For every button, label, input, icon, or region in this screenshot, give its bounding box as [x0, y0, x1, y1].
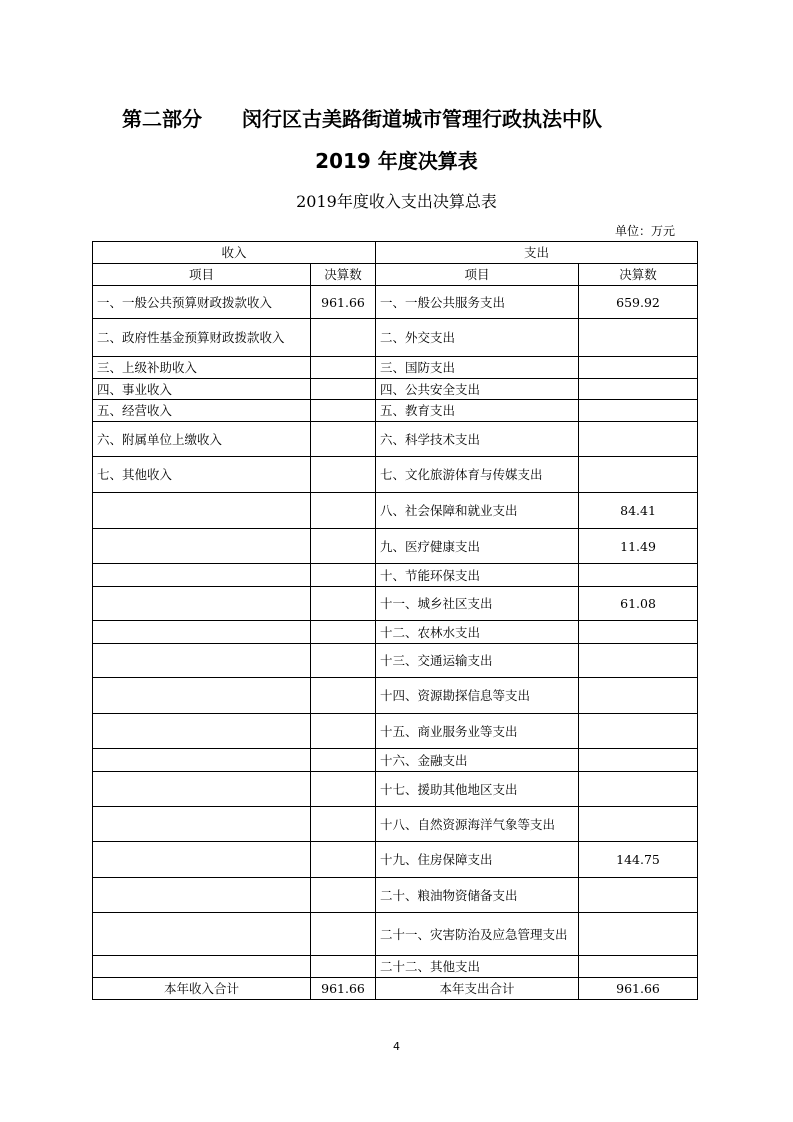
- table-row: [93, 379, 698, 400]
- expense-item: 十八、自然资源海洋气象等支出: [376, 807, 579, 842]
- expense-item: 十、节能环保支出: [376, 564, 579, 587]
- table-row: [93, 319, 698, 357]
- table-row: [93, 357, 698, 379]
- expense-item: 十一、城乡社区支出: [376, 587, 579, 621]
- income-item: [93, 807, 311, 842]
- expense-amount: [579, 772, 698, 807]
- expense-item-col-header: 项目: [376, 264, 579, 286]
- expense-amount: 659.92: [579, 286, 698, 319]
- income-item: 四、事业收入: [93, 379, 311, 400]
- income-item: [93, 493, 311, 529]
- table-row: [93, 621, 698, 644]
- income-item: [93, 644, 311, 678]
- income-amount: [311, 842, 376, 878]
- expense-amount: [579, 878, 698, 913]
- table-row: [93, 842, 698, 878]
- income-amount: [311, 564, 376, 587]
- expense-item: 七、文化旅游体育与传媒支出: [376, 457, 579, 493]
- income-item: [93, 714, 311, 749]
- income-amount: [311, 749, 376, 772]
- unit-label: 单位：万元: [614, 224, 675, 238]
- expense-amount: [579, 913, 698, 956]
- expense-item: 十七、援助其他地区支出: [376, 772, 579, 807]
- expense-total-label: 本年支出合计: [376, 978, 579, 1000]
- table-row: [93, 913, 698, 956]
- expense-item: 一、一般公共服务支出: [376, 286, 579, 319]
- table-row: [93, 878, 698, 913]
- expense-amount: [579, 714, 698, 749]
- expense-item: 三、国防支出: [376, 357, 579, 379]
- expense-item: 二十、粮油物资储备支出: [376, 878, 579, 913]
- budget-table: [92, 241, 698, 1000]
- expense-item: 六、科学技术支出: [376, 422, 579, 457]
- income-amount: [311, 878, 376, 913]
- expense-amount: [579, 621, 698, 644]
- income-amount: [311, 319, 376, 357]
- income-item: 六、附属单位上缴收入: [93, 422, 311, 457]
- expense-amount-col-header: 决算数: [579, 264, 698, 286]
- income-amount: [311, 357, 376, 379]
- expense-amount: [579, 644, 698, 678]
- income-item: [93, 772, 311, 807]
- table-row: [93, 564, 698, 587]
- table-row: [93, 714, 698, 749]
- income-item: [93, 842, 311, 878]
- income-amount: [311, 400, 376, 422]
- table-row: [93, 956, 698, 978]
- income-amount: [311, 956, 376, 978]
- table-title: 2019年度收入支出决算总表: [296, 192, 497, 211]
- expense-amount: 61.08: [579, 587, 698, 621]
- expense-item: 四、公共安全支出: [376, 379, 579, 400]
- expense-total-amount: 961.66: [579, 978, 698, 1000]
- table-row: [93, 772, 698, 807]
- expense-amount: [579, 379, 698, 400]
- income-item: 一、一般公共预算财政拨款收入: [93, 286, 311, 319]
- section-header-row: [93, 242, 698, 264]
- table-row: [93, 457, 698, 493]
- income-amount: [311, 714, 376, 749]
- expense-item: 八、社会保障和就业支出: [376, 493, 579, 529]
- expense-amount: [579, 457, 698, 493]
- income-item: [93, 678, 311, 714]
- income-amount: [311, 807, 376, 842]
- income-amount: [311, 772, 376, 807]
- expense-amount: [579, 357, 698, 379]
- income-amount: [311, 529, 376, 564]
- income-amount: [311, 678, 376, 714]
- table-row: [93, 286, 698, 319]
- income-total-label: 本年收入合计: [93, 978, 311, 1000]
- income-amount-col-header: 决算数: [311, 264, 376, 286]
- expense-amount: [579, 807, 698, 842]
- income-item: 七、其他收入: [93, 457, 311, 493]
- income-amount: [311, 587, 376, 621]
- column-header-row: [93, 264, 698, 286]
- income-amount: [311, 422, 376, 457]
- table-row: [93, 400, 698, 422]
- income-item: [93, 913, 311, 956]
- expense-item: 五、教育支出: [376, 400, 579, 422]
- expense-amount: [579, 422, 698, 457]
- expense-amount: [579, 564, 698, 587]
- table-row: [93, 749, 698, 772]
- expense-item: 十九、住房保障支出: [376, 842, 579, 878]
- table-row: [93, 493, 698, 529]
- expense-item: 二十一、灾害防治及应急管理支出: [376, 913, 579, 956]
- income-header: 收入: [93, 242, 376, 264]
- income-amount: [311, 379, 376, 400]
- income-item: [93, 621, 311, 644]
- expense-amount: [579, 400, 698, 422]
- income-item: 三、上级补助收入: [93, 357, 311, 379]
- expense-amount: [579, 956, 698, 978]
- expense-amount: 84.41: [579, 493, 698, 529]
- income-item: [93, 749, 311, 772]
- income-item: 五、经营收入: [93, 400, 311, 422]
- income-amount: [311, 621, 376, 644]
- year-title: 2019 年度决算表: [315, 149, 478, 173]
- expense-header: 支出: [376, 242, 698, 264]
- table-row: [93, 529, 698, 564]
- expense-item: 十五、商业服务业等支出: [376, 714, 579, 749]
- table-row: [93, 807, 698, 842]
- expense-item: 二十二、其他支出: [376, 956, 579, 978]
- income-total-amount: 961.66: [311, 978, 376, 1000]
- income-amount: [311, 644, 376, 678]
- table-row: [93, 644, 698, 678]
- income-amount: [311, 493, 376, 529]
- expense-amount: [579, 319, 698, 357]
- total-row: [93, 978, 698, 1000]
- expense-item: 二、外交支出: [376, 319, 579, 357]
- expense-item: 十四、资源勘探信息等支出: [376, 678, 579, 714]
- income-item: [93, 956, 311, 978]
- expense-amount: 11.49: [579, 529, 698, 564]
- expense-item: 十六、金融支出: [376, 749, 579, 772]
- expense-item: 十三、交通运输支出: [376, 644, 579, 678]
- expense-item: 九、医疗健康支出: [376, 529, 579, 564]
- income-item: [93, 878, 311, 913]
- income-item: 二、政府性基金预算财政拨款收入: [93, 319, 311, 357]
- part-title: 第二部分 闵行区古美路街道城市管理行政执法中队: [122, 107, 602, 131]
- expense-item: 十二、农林水支出: [376, 621, 579, 644]
- expense-amount: [579, 749, 698, 772]
- table-row: [93, 422, 698, 457]
- table-row: [93, 587, 698, 621]
- expense-amount: 144.75: [579, 842, 698, 878]
- income-item: [93, 564, 311, 587]
- income-amount: 961.66: [311, 286, 376, 319]
- expense-amount: [579, 678, 698, 714]
- table-row: [93, 678, 698, 714]
- income-item: [93, 529, 311, 564]
- income-item: [93, 587, 311, 621]
- income-amount: [311, 913, 376, 956]
- income-amount: [311, 457, 376, 493]
- page-number: 4: [393, 1040, 400, 1053]
- income-item-col-header: 项目: [93, 264, 311, 286]
